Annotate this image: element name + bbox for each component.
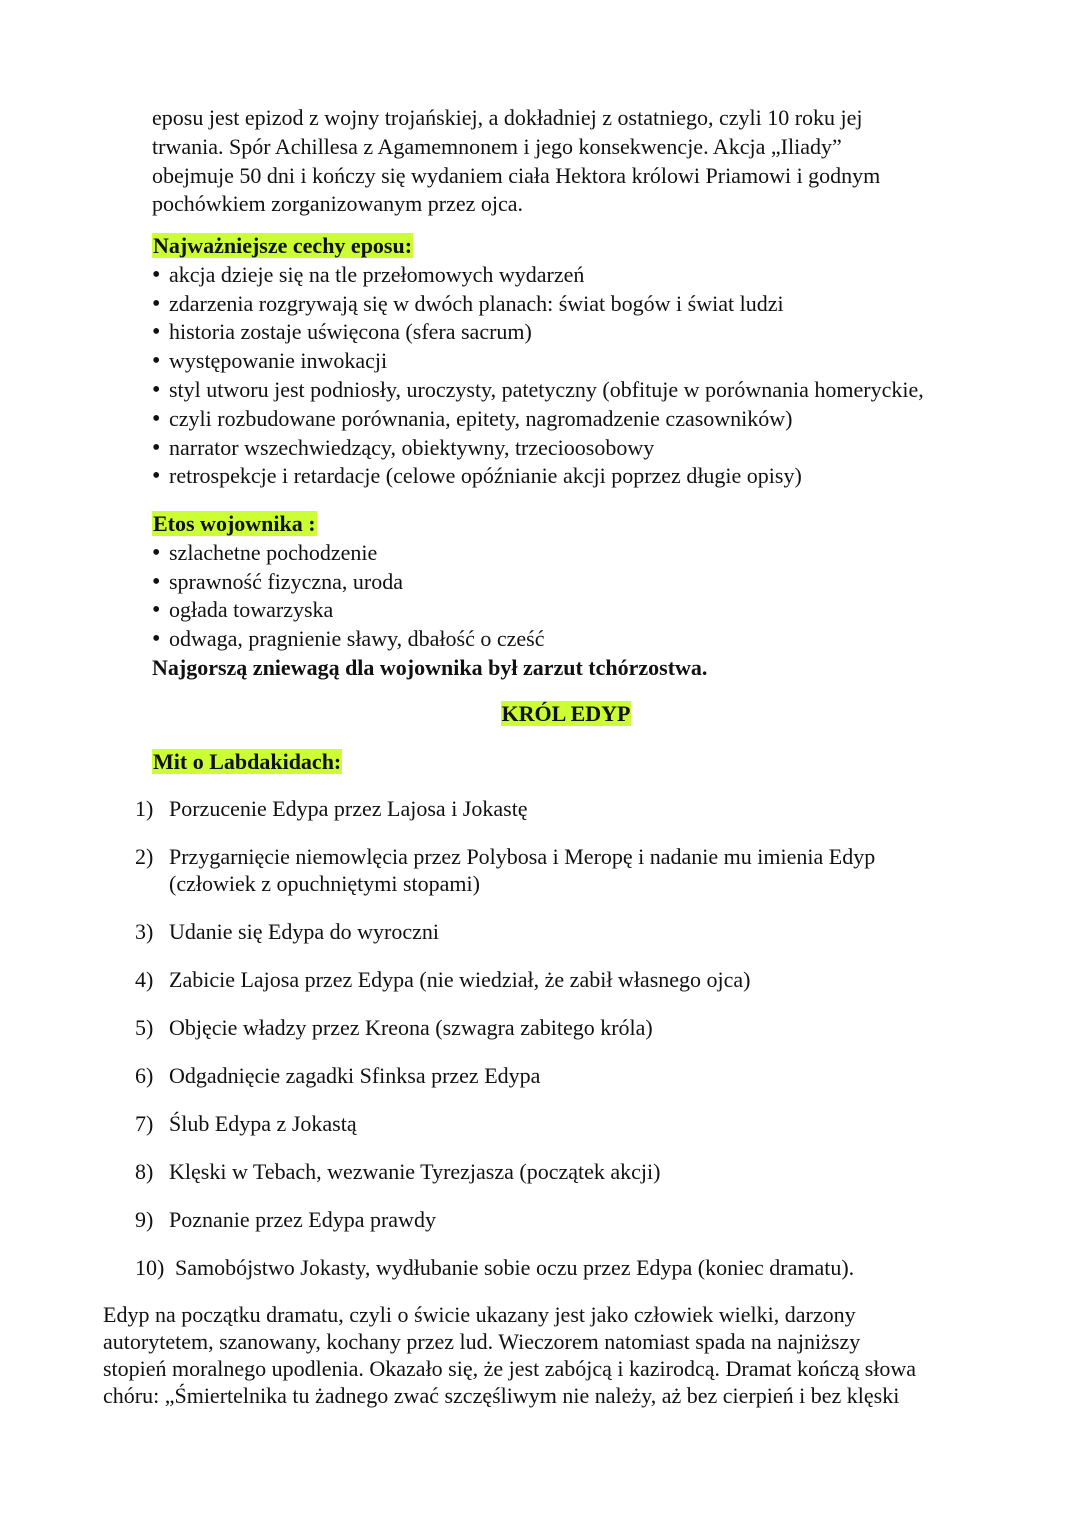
- oedipus-title: KRÓL EDYP: [501, 701, 631, 726]
- intro-line: obejmuje 50 dni i kończy się wydaniem ciała Hektora królowi Priamowi i godnym: [152, 162, 881, 188]
- warrior-ethos-heading: Etos wojownika :: [153, 511, 316, 536]
- epic-features-section: [152, 232, 1012, 491]
- intro-line: trwania. Spór Achillesa z Agamemnonem i jego konsekwencje. Akcja „Iliady”: [152, 133, 842, 159]
- list-item: • historia zostaje uświęcona (sfera sacrum): [152, 318, 1012, 347]
- warrior-ethos-section: [152, 510, 1012, 683]
- myth-heading-wrap: [152, 748, 1012, 777]
- list-item: • zdarzenia rozgrywają się w dwóch planach: świat bogów i świat ludzi: [152, 290, 1012, 319]
- intro-paragraph: [152, 104, 1012, 219]
- list-item: • sprawność fizyczna, uroda: [152, 568, 1012, 597]
- list-item: • ogłada towarzyska: [152, 596, 1012, 625]
- summary-line: chóru: „Śmiertelnika tu żadnego zwać szczęśliwym nie należy, aż bez cierpień i bez klęski: [103, 1383, 900, 1408]
- list-item: • styl utworu jest podniosły, uroczysty, patetyczny (obfituje w porównania homeryckie,: [152, 376, 1012, 405]
- list-item: • narrator wszechwiedzący, obiektywny, trzecioosobowy: [152, 434, 1012, 463]
- oedipus-title-wrap: [152, 700, 980, 728]
- intro-line: pochówkiem zorganizowanym przez ojca.: [152, 191, 524, 217]
- summary-line: stopień moralnego upodlenia. Okazało się, że jest zabójcą i kazirodcą. Dramat kończą słowa: [103, 1356, 917, 1381]
- myth-heading: Mit o Labdakidach:: [153, 749, 342, 774]
- list-item: • akcja dzieje się na tle przełomowych wydarzeń: [152, 261, 1012, 290]
- list-item: • retrospekcje i retardacje (celowe opóźnianie akcji poprzez długie opisy): [152, 462, 1012, 491]
- epic-features-list: [152, 261, 1012, 491]
- intro-line: eposu jest epizod z wojny trojańskiej, a dokładniej z ostatniego, czyli 10 roku jej: [152, 105, 863, 130]
- list-item: • występowanie inwokacji: [152, 347, 1012, 376]
- warrior-ethos-list: [152, 539, 1012, 654]
- list-item: • szlachetne pochodzenie: [152, 539, 1012, 568]
- list-item: • odwaga, pragnienie sławy, dbałość o cześć: [152, 625, 1012, 654]
- summary-paragraph: [103, 1301, 1003, 1409]
- epic-features-heading: Najważniejsze cechy eposu:: [153, 233, 413, 258]
- summary-line: autorytetem, szanowany, kochany przez lud. Wieczorem natomiast spada na najniższy: [103, 1329, 861, 1354]
- warrior-ethos-conclusion: Najgorszą zniewagą dla wojownika był zarzut tchórzostwa.: [152, 654, 708, 680]
- summary-line: Edyp na początku dramatu, czyli o świcie ukazany jest jako człowiek wielki, darzony: [103, 1302, 856, 1327]
- list-item-continuation: • czyli rozbudowane porównania, epitety, nagromadzenie czasowników): [152, 405, 1012, 434]
- document-page: eposu jest epizod z wojny trojańskiej, a dokładniej z ostatniego, czyli 10 roku jej trwania. Spór Achillesa z Agamemnonem i jego konsekwencje. Akcja „Iliady” obejmuje 50 dni i kończy się wydaniem ciała Hektora królowi Priamowi i godnym pochówkiem zorganizowanym przez ojca. Najważniejsze cechy eposu: • akcja dzieje się na tle przełomowych wydarzeń • zdarzenia rozgrywają się w dwóch planach: świat bogów i świat ludzi • historia zostaje uświęcona (sfera sacrum) • występowanie inwokacji • styl utworu jest podniosły, uroczysty, patetyczny (obfituje w porównania homeryckie, • czyli rozbudowane porównania, epitety, nagromadzenie czasowników) • narrator wszechwiedzący, obiektywny, trzecioosobowy • retrospekcje i retardacje (celowe opóźnianie akcji poprzez długie opisy) Etos wojownika : • szlachetne pochodzenie • sprawność fizyczna, uroda • ogłada towarzyska • odwaga, pragnienie sławy, dbałość o cześć Najgorszą zniewagą dla wojownika był zarzut tchórzostwa. KRÓL EDYP Mit o Labdakidach: 1) Porzucenie Edypa przez Lajosa i Jokastę 2) Przygarnięcie niemowlęcia przez Polybosa i Meropę i nadanie mu imienia Edyp (człowiek z opuchniętymi stopami) 3) Udanie się Edypa do wyroczni 4) Zabicie Lajosa przez Edypa (nie wiedział, że zabił własnego ojca) 5) Objęcie władzy przez Kreona (szwagra zabitego króla) 6) Odgadnięcie zagadki Sfinksa przez Edypa 7) Ślub Edypa z Jokastą 8) Klęski w Tebach, wezwanie Tyrezjasza (początek akcji) 9) Poznanie przez Edypa prawdy 10) Samobójstwo Jokasty, wydłubanie sobie oczu przez Edypa (koniec dramatu). Edyp na początku dramatu, czyli o świcie ukazany jest jako człowiek wielki, darzony autorytetem, szanowany, kochany przez lud. Wieczorem natomiast spada na najniższy stopień moralnego upodlenia. Okazało się, że jest zabójcą i kazirodcą. Dramat kończą słowa chóru: „Śmiertelnika tu żadnego zwać szczęśliwym nie należy, aż bez cierpień i bez klęski: [0, 0, 1080, 1528]
